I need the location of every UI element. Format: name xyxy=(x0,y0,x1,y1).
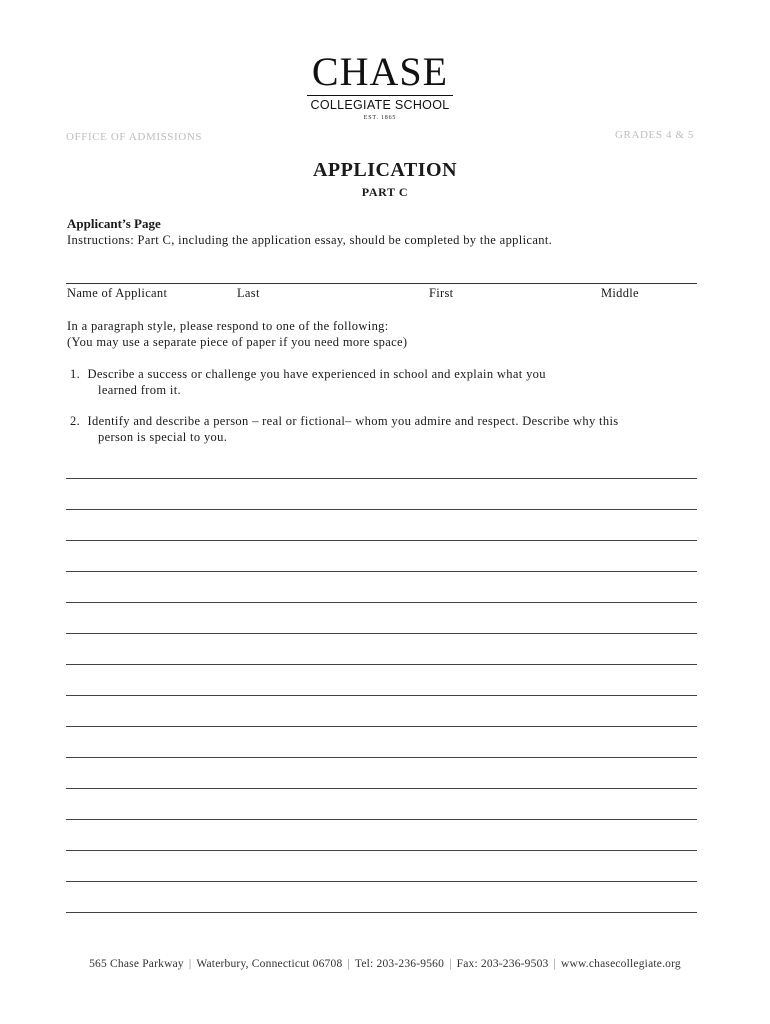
answer-line[interactable] xyxy=(66,509,697,510)
footer-separator: | xyxy=(188,958,192,970)
question-text: Describe a success or challenge you have experienced in school and explain what you xyxy=(87,367,546,381)
question-number: 1. xyxy=(70,367,81,381)
answer-line[interactable] xyxy=(66,664,697,665)
answer-line[interactable] xyxy=(66,912,697,913)
page-subtitle: PART C xyxy=(361,185,409,199)
question-2 xyxy=(70,413,710,445)
footer-separator: | xyxy=(449,958,452,970)
question-number: 2. xyxy=(70,414,81,428)
page-title: APPLICATION xyxy=(312,159,458,181)
middle-name-label: Middle xyxy=(601,286,639,300)
answer-line[interactable] xyxy=(66,633,697,634)
first-name-label: First xyxy=(429,286,454,300)
answer-line[interactable] xyxy=(66,478,697,479)
last-name-label: Last xyxy=(237,286,260,300)
name-of-applicant-label: Name of Applicant xyxy=(67,286,168,300)
prompt-line-2: (You may use a separate piece of paper if you need more space) xyxy=(67,335,408,349)
question-1 xyxy=(70,366,710,398)
question-text-continued: person is special to you. xyxy=(98,430,228,444)
answer-line[interactable] xyxy=(66,571,697,572)
office-of-admissions: OFFICE OF ADMISSIONS xyxy=(66,131,203,143)
grades-label: GRADES 4 & 5 xyxy=(614,129,694,141)
answer-line[interactable] xyxy=(66,726,697,727)
footer-tel: Tel: 203-236-9560 xyxy=(354,958,445,970)
footer-city: Waterbury, Connecticut 06708 xyxy=(196,958,343,970)
footer-address: 565 Chase Parkway xyxy=(89,958,184,970)
footer-fax: Fax: 203-236-9503 xyxy=(456,958,549,970)
school-logo-name: CHASE xyxy=(311,49,449,94)
footer-contact xyxy=(0,958,770,970)
question-text-continued: learned from it. xyxy=(98,383,181,397)
answer-line[interactable] xyxy=(66,540,697,541)
answer-line[interactable] xyxy=(66,695,697,696)
question-text: Identify and describe a person – real or fictional– whom you admire and respect. Describe why this xyxy=(87,414,619,428)
logo-divider xyxy=(307,95,453,96)
instructions-text: Instructions: Part C, including the application essay, should be completed by the applicant. xyxy=(67,233,553,247)
section-heading: Applicant’s Page xyxy=(67,216,161,231)
answer-line[interactable] xyxy=(66,881,697,882)
answer-line[interactable] xyxy=(66,850,697,851)
footer-website: www.chasecollegiate.org xyxy=(561,958,681,970)
answer-line[interactable] xyxy=(66,602,697,603)
answer-line[interactable] xyxy=(66,819,697,820)
answer-line[interactable] xyxy=(66,757,697,758)
name-input-line[interactable] xyxy=(66,283,697,284)
prompt-line-1: In a paragraph style, please respond to one of the following: xyxy=(67,319,389,333)
school-established: EST. 1865 xyxy=(363,115,397,121)
answer-line[interactable] xyxy=(66,788,697,789)
footer-separator: | xyxy=(347,958,350,970)
school-logo-subtitle: COLLEGIATE SCHOOL xyxy=(310,98,450,112)
footer-separator: | xyxy=(553,958,556,970)
